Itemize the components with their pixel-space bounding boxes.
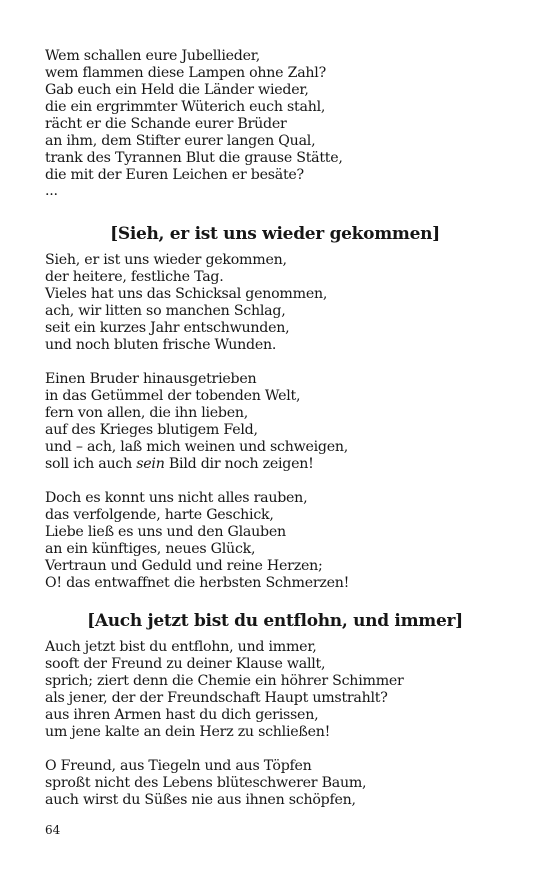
poem-line: sooft der Freund zu deiner Klause wallt,	[45, 656, 326, 672]
poem-line: sprich; ziert denn die Chemie ein höhrer Schimmer	[45, 673, 404, 689]
poem-line: ach, wir litten so manchen Schlag,	[45, 303, 286, 319]
poem-line: Vieles hat uns das Schicksal genommen,	[45, 286, 328, 302]
poem-line: und – ach, laß mich weinen und schweigen,	[45, 439, 349, 455]
poem-line: in das Getümmel der tobenden Welt,	[45, 388, 301, 404]
poem-line: wem flammen diese Lampen ohne Zahl?	[45, 65, 326, 81]
poem-line: O! das entwaffnet die herbsten Schmerzen!	[45, 575, 350, 591]
poem-line: das verfolgende, harte Geschick,	[45, 507, 274, 523]
line-text: Bild dir noch zeigen!	[164, 456, 314, 472]
poem-line: O Freund, aus Tiegeln und aus Töpfen	[45, 758, 312, 774]
poem-line: und noch bluten frische Wunden.	[45, 337, 277, 353]
page-number: 64	[45, 823, 61, 837]
poem-line: Auch jetzt bist du entflohn, und immer,	[45, 639, 317, 655]
poem-line: die mit der Euren Leichen er besäte?	[45, 167, 304, 183]
poem-line: auch wirst du Süßes nie aus ihnen schöpfen,	[45, 792, 356, 808]
poem-line: auf des Krieges blutigem Feld,	[45, 422, 258, 438]
poem-line: der heitere, festliche Tag.	[45, 269, 224, 285]
ellipsis: ...	[45, 183, 58, 199]
poem-line: als jener, der der Freundschaft Haupt umstrahlt?	[45, 690, 388, 706]
poem-line: fern von allen, die ihn lieben,	[45, 405, 249, 421]
poem-line: Liebe ließ es uns und den Glauben	[45, 524, 286, 540]
poem-title: [Auch jetzt bist du entflohn, und immer]	[87, 611, 463, 631]
poem-line: die ein ergrimmter Wüterich euch stahl,	[45, 99, 326, 115]
poem-line: Gab euch ein Held die Länder wieder,	[45, 82, 309, 98]
line-text: soll ich auch	[45, 456, 137, 472]
emphasized-word: sein	[136, 456, 165, 472]
poem-line: Einen Bruder hinausgetrieben	[45, 371, 257, 387]
poem-line: Wem schallen eure Jubellieder,	[45, 48, 260, 64]
poem-line: Vertraun und Geduld und reine Herzen;	[45, 558, 323, 574]
poem-line: Doch es konnt uns nicht alles rauben,	[45, 490, 308, 506]
poem-line: sproßt nicht des Lebens blüteschwerer Baum,	[45, 775, 367, 791]
poem-line: rächt er die Schande eurer Brüder	[45, 116, 287, 132]
poem-line: aus ihren Armen hast du dich gerissen,	[45, 707, 319, 723]
poem-line: Sieh, er ist uns wieder gekommen,	[45, 252, 287, 268]
poem-line	[45, 456, 314, 473]
poem-line: seit ein kurzes Jahr entschwunden,	[45, 320, 290, 336]
poem-title: [Sieh, er ist uns wieder gekommen]	[110, 224, 440, 244]
poem-line: an ein künftiges, neues Glück,	[45, 541, 256, 557]
poem-line: um jene kalte an dein Herz zu schließen!	[45, 724, 331, 740]
poem-line: trank des Tyrannen Blut die grause Stätte,	[45, 150, 343, 166]
poem-line: an ihm, dem Stifter eurer langen Qual,	[45, 133, 316, 149]
